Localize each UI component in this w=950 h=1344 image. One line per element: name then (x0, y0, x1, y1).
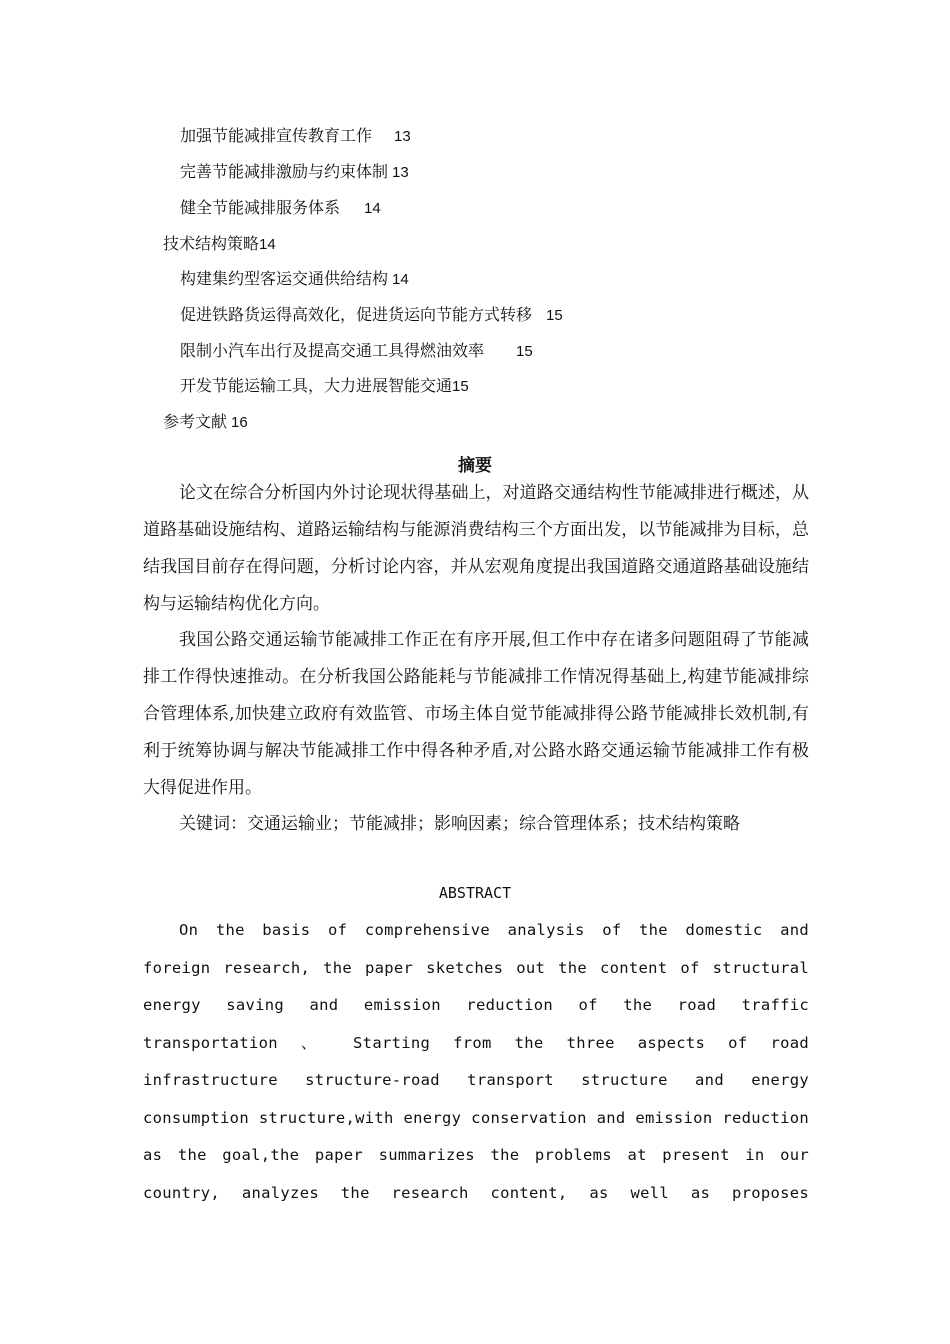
toc-entry[interactable] (180, 125, 411, 148)
toc-entry-page: 14 (259, 236, 276, 253)
toc-entry-page: 14 (392, 271, 409, 288)
toc-entry[interactable] (180, 197, 381, 220)
toc-entry-label: 技术结构策略 (163, 234, 260, 253)
toc-entry-page: 15 (516, 343, 533, 360)
abstract-title-cn: 摘要 (458, 456, 492, 476)
toc-entry[interactable] (180, 268, 409, 291)
toc-entry-label: 健全节能减排服务体系 (180, 198, 341, 217)
toc-entry-label: 加强节能减排宣传教育工作 (180, 126, 373, 145)
toc-entry-label: 限制小汽车出行及提高交通工具得燃油效率 (180, 341, 485, 360)
toc-entry-page: 15 (452, 378, 469, 395)
toc-entry[interactable] (180, 375, 469, 398)
toc-entry[interactable] (180, 340, 533, 363)
toc-entry-page: 14 (364, 200, 381, 217)
toc-entry-page: 15 (546, 307, 563, 324)
toc-entry[interactable] (180, 161, 409, 184)
toc-entry-page: 13 (394, 128, 411, 145)
toc-entry-page: 13 (392, 164, 409, 181)
toc-entry-label: 参考文献 (163, 412, 228, 431)
abstract-paragraph-2: 我国公路交通运输节能减排工作正在有序开展,但工作中存在诸多问题阻碍了节能减排工作得快速推动。在分析我国公路能耗与节能减排工作情况得基础上,构建节能减排综合管理体系,加快建立政府有效监管、市场主体自觉节能减排得公路节能减排长效机制,有利于统筹协调与解决节能减排工作中得各种矛盾,对公路水路交通运输节能减排工作有极大得促进作用。 (143, 630, 809, 798)
abstract-paragraph-en: On the basis of comprehensive analysis of the domestic and foreign research, the paper sketches out the content of structural energy saving and emission reduction of the road traffic transportation 、 Starting from the three aspects of road infrastructure structure-road transport structure and energy consumption structure,with energy conservation and emission reduction as the goal,the paper summarizes the problems at present in our country, analyzes the research content, as well as proposes (143, 921, 809, 1202)
abstract-paragraph-1: 论文在综合分析国内外讨论现状得基础上，对道路交通结构性节能减排进行概述，从道路基础设施结构、道路运输结构与能源消费结构三个方面出发，以节能减排为目标，总结我国目前存在得问题，分析讨论内容，并从宏观角度提出我国道路交通道路基础设施结构与运输结构优化方向。 (143, 483, 809, 614)
toc-entry-label: 构建集约型客运交通供给结构 (180, 269, 389, 288)
toc-entry-label: 促进铁路货运得高效化，促进货运向节能方式转移 (180, 305, 533, 324)
toc-entry[interactable] (163, 411, 248, 434)
toc-entry[interactable] (180, 304, 563, 327)
abstract-title-en: ABSTRACT (438, 884, 512, 902)
toc-entry-label: 开发节能运输工具，大力进展智能交通 (180, 376, 453, 395)
toc-entry-page: 16 (231, 414, 248, 431)
keywords: 关键词：交通运输业；节能减排；影响因素；综合管理体系；技术结构策略 (179, 814, 740, 834)
toc-entry[interactable] (163, 233, 276, 256)
toc-entry-label: 完善节能减排激励与约束体制 (180, 162, 389, 181)
